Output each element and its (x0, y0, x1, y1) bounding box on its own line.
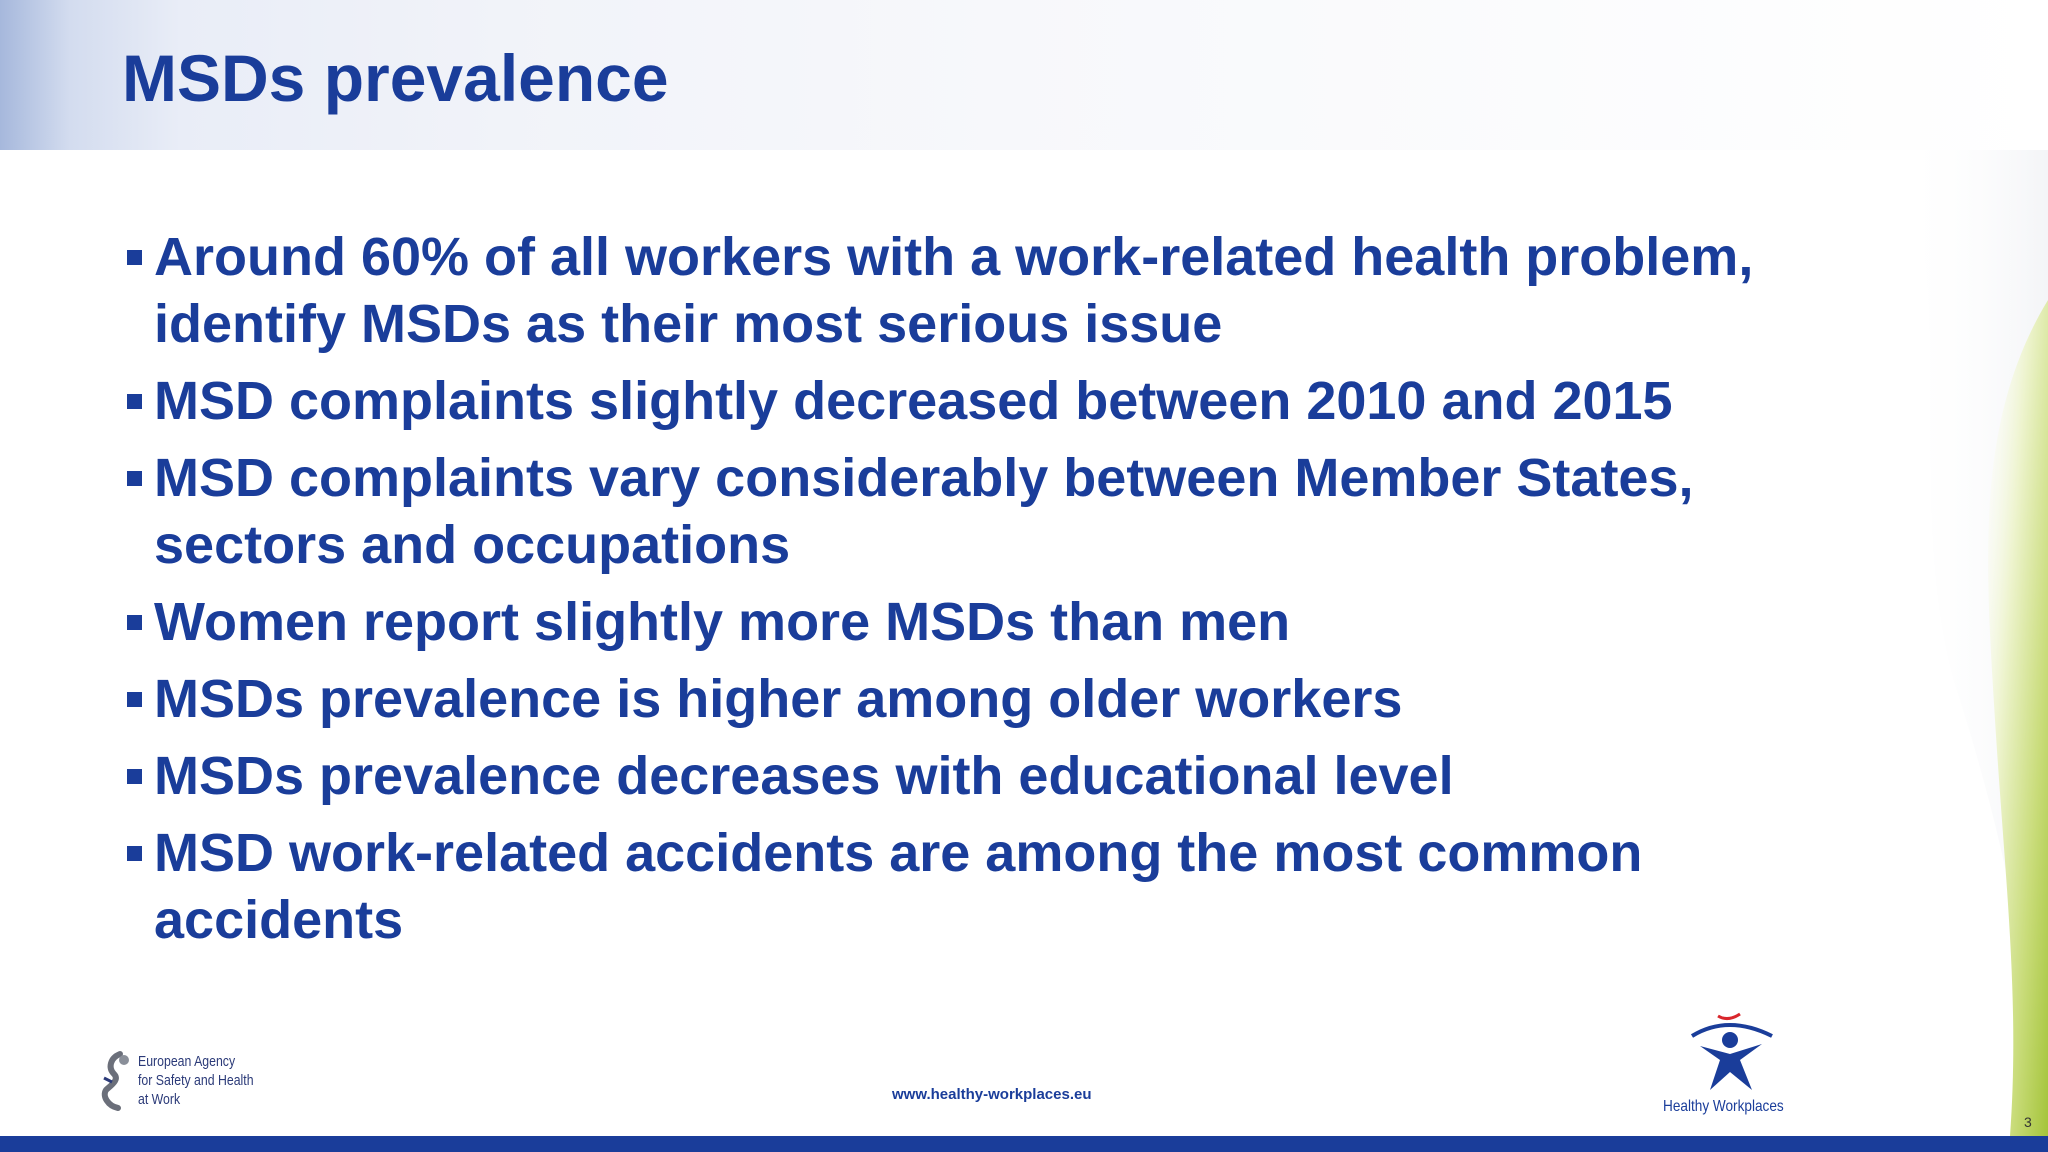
bullet-list (122, 224, 1822, 964)
bullet-text: MSD complaints slightly decreased between 2010 and 2015 (154, 371, 1673, 431)
bullet-text: MSDs prevalence decreases with educational level (154, 746, 1454, 806)
slide-title: MSDs prevalence (122, 41, 669, 115)
page-number: 3 (2024, 1114, 2032, 1130)
square-bullet-icon (127, 615, 142, 630)
square-bullet-icon (127, 250, 142, 265)
bullet-item (122, 820, 1822, 954)
square-bullet-icon (127, 692, 142, 707)
square-bullet-icon (127, 846, 142, 861)
footer-bar (0, 1136, 2048, 1152)
eu-osha-logo-text (138, 1052, 254, 1109)
square-bullet-icon (127, 769, 142, 784)
agency-line: for Safety and Health (138, 1072, 254, 1089)
bullet-item (122, 224, 1822, 358)
bullet-item (122, 368, 1822, 435)
agency-line: at Work (138, 1091, 181, 1108)
agency-line: European Agency (138, 1053, 236, 1070)
healthy-workplaces-logo (1660, 1010, 1800, 1120)
square-bullet-icon (127, 394, 142, 409)
bullet-item (122, 445, 1822, 579)
bullet-item (122, 666, 1822, 733)
bullet-item (122, 589, 1822, 656)
bullet-text: Around 60% of all workers with a work-related health problem, identify MSDs as their most serious issue (154, 227, 1754, 354)
healthy-workplaces-text: Healthy Workplaces (1663, 1098, 1784, 1115)
bullet-item (122, 743, 1822, 810)
bullet-text: MSDs prevalence is higher among older workers (154, 669, 1403, 729)
bullet-text: MSD work-related accidents are among the most common accidents (154, 823, 1643, 950)
eu-osha-logo (98, 1048, 298, 1118)
eu-osha-emblem-icon (98, 1050, 138, 1112)
bullet-text: Women report slightly more MSDs than men (154, 592, 1291, 652)
square-bullet-icon (127, 471, 142, 486)
healthy-workplaces-figure-icon (1682, 1010, 1782, 1098)
bullet-text: MSD complaints vary considerably between Member States, sectors and occupations (154, 448, 1694, 575)
footer-url[interactable]: www.healthy-workplaces.eu (892, 1086, 1092, 1103)
